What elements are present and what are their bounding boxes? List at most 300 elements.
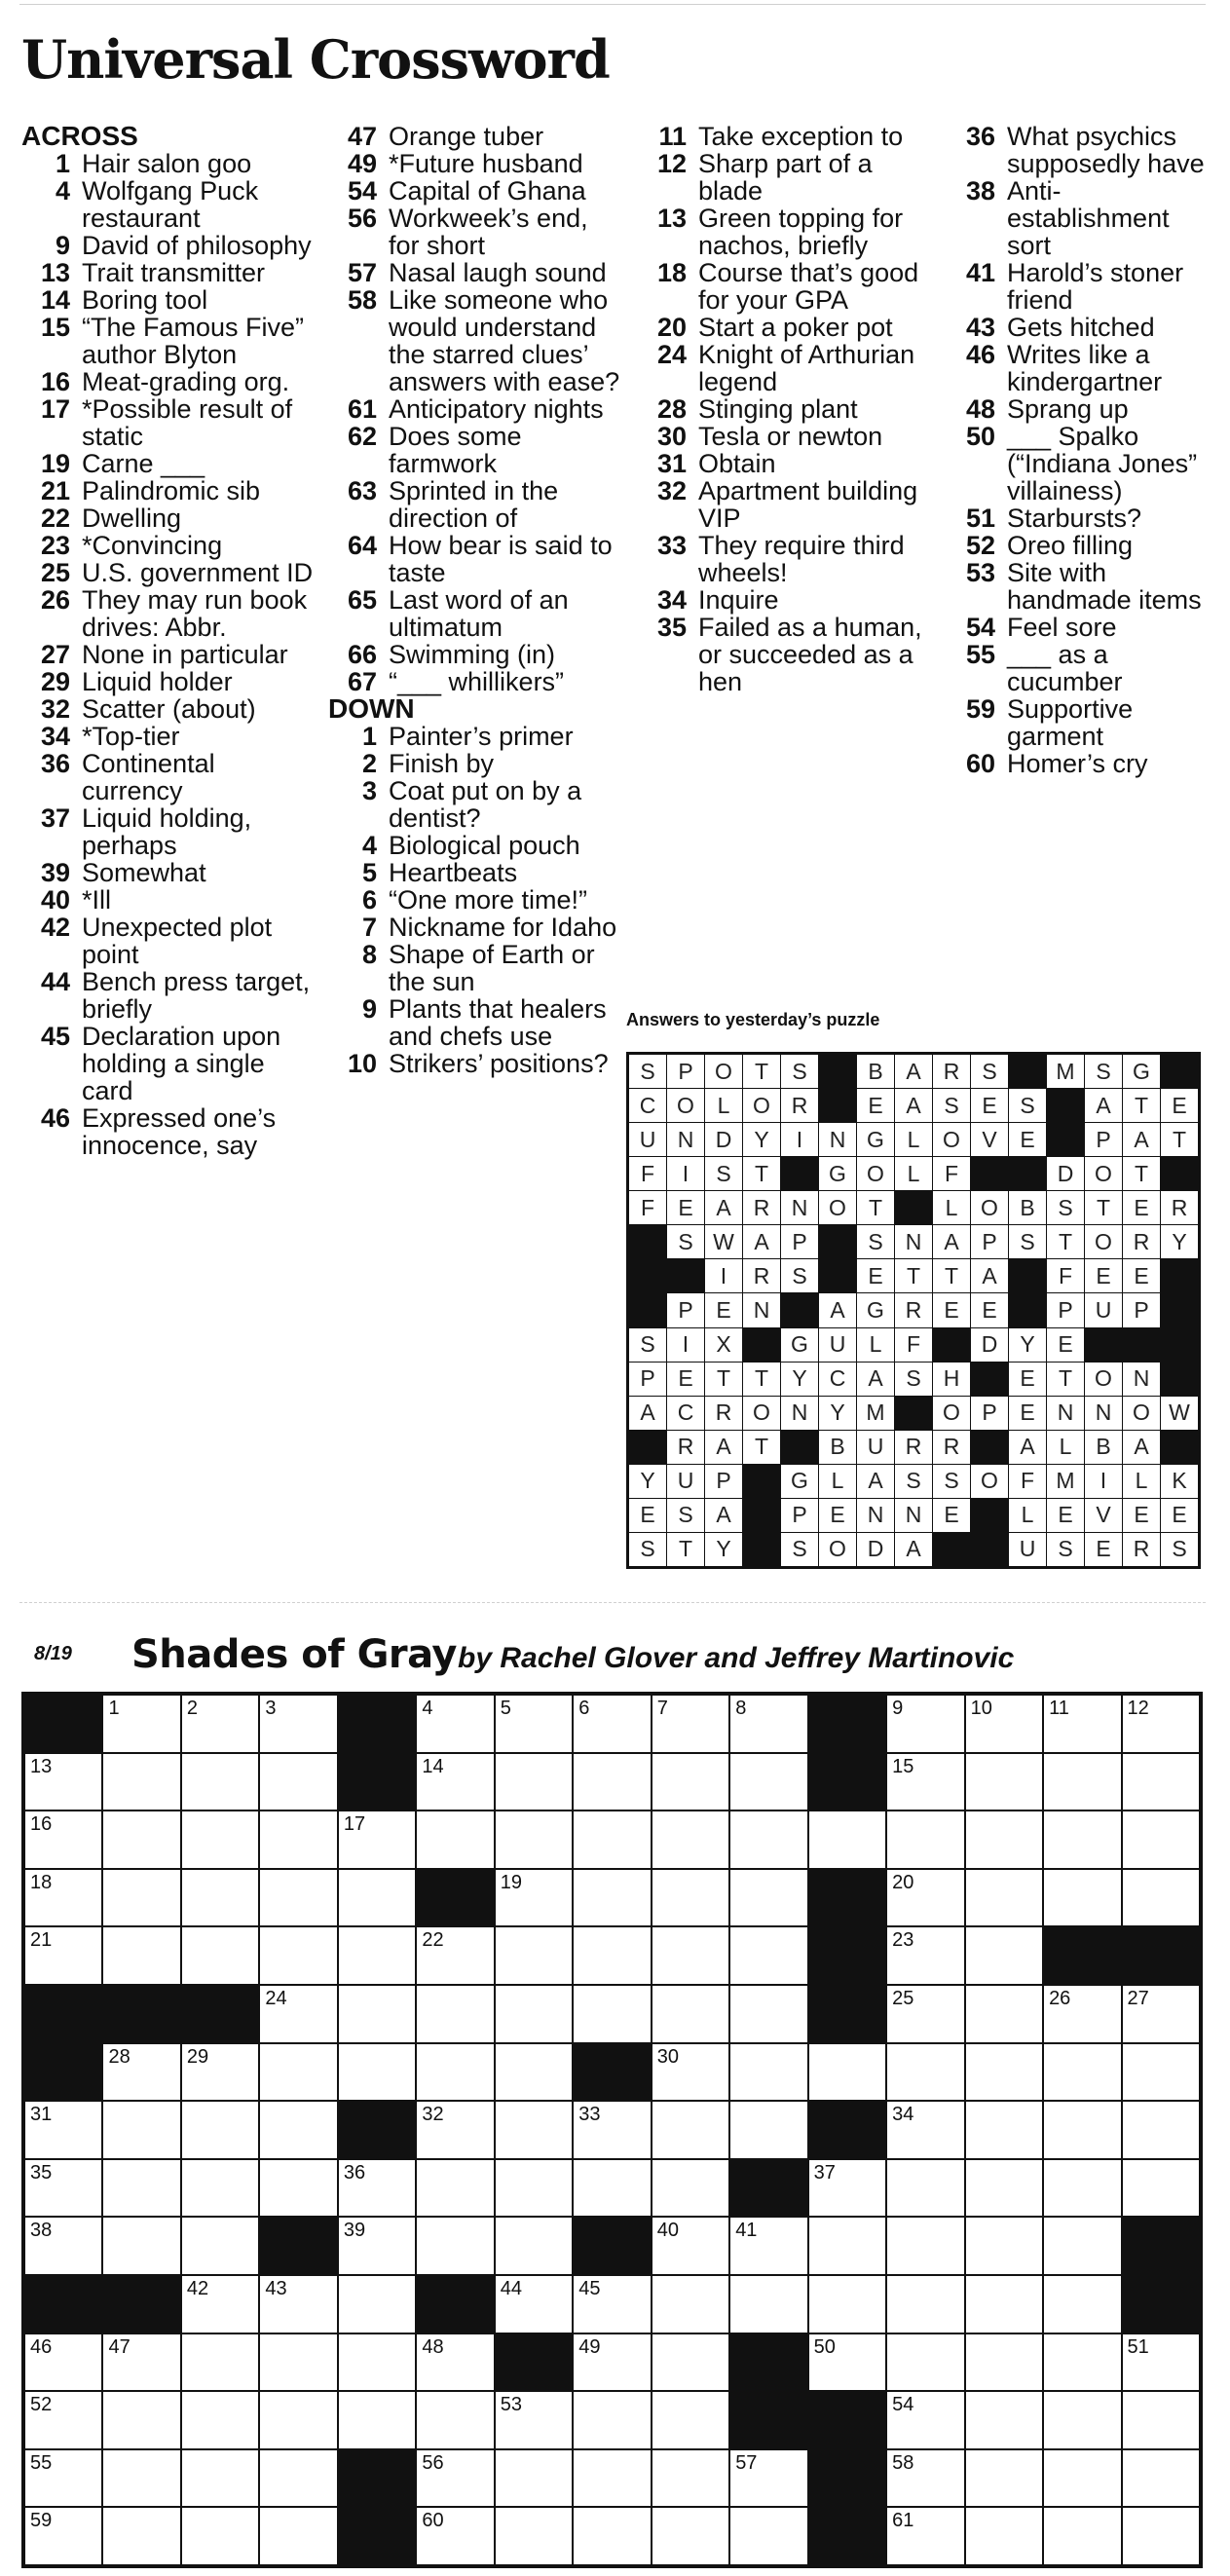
grid-cell[interactable] (1044, 2044, 1120, 2101)
grid-cell[interactable] (25, 2160, 101, 2217)
grid-cell[interactable] (887, 2392, 963, 2448)
grid-cell[interactable] (652, 2102, 728, 2158)
answer-letter-cell: N (743, 1293, 780, 1326)
clue-text: Carne ___ (82, 449, 205, 478)
clue-text: Oreo filling (1007, 531, 1134, 560)
clue-item (947, 750, 1205, 777)
clue-number: 29 (40, 667, 70, 696)
grid-cell[interactable] (966, 1986, 1042, 2042)
grid-cell[interactable] (966, 2450, 1042, 2507)
grid-cell[interactable] (652, 1927, 728, 1984)
grid-cell[interactable] (1123, 2450, 1199, 2507)
grid-cell[interactable] (1044, 1754, 1120, 1811)
grid-cell[interactable] (887, 2102, 963, 2158)
grid-cell[interactable] (1044, 2508, 1120, 2564)
down-clues-column-1 (638, 123, 930, 695)
grid-cell[interactable] (260, 1811, 336, 1868)
grid-cell[interactable] (25, 1754, 101, 1811)
grid-cell[interactable] (966, 2102, 1042, 2158)
black-square (730, 2334, 806, 2391)
cell-number: 37 (813, 2161, 836, 2184)
grid-cell[interactable] (730, 2218, 806, 2274)
answer-letter-cell: I (705, 1259, 742, 1292)
grid-cell[interactable] (103, 2450, 179, 2507)
grid-cell[interactable] (730, 2102, 806, 2158)
grid-cell[interactable] (887, 1986, 963, 2042)
answer-letter-cell: P (1047, 1293, 1084, 1326)
answer-letter-cell: T (743, 1157, 780, 1190)
grid-cell[interactable] (966, 2508, 1042, 2564)
grid-cell[interactable] (103, 1811, 179, 1868)
answer-black-square (1161, 1431, 1198, 1464)
answer-letter-cell: Y (1161, 1225, 1198, 1258)
grid-cell[interactable] (1044, 1986, 1120, 2042)
grid-cell[interactable] (966, 1811, 1042, 1868)
grid-cell[interactable] (339, 2044, 415, 2101)
grid-cell[interactable] (417, 2160, 493, 2217)
clue-number: 14 (40, 285, 70, 315)
clue-number: 63 (347, 476, 377, 505)
clue-item (328, 395, 620, 423)
clue-text: Orange tuber (389, 122, 544, 151)
clue-text: Sprinted in the direction of (389, 476, 559, 533)
puzzle-grid (21, 1692, 1203, 2568)
grid-cell[interactable] (182, 2102, 258, 2158)
grid-cell[interactable] (809, 2160, 885, 2217)
grid-cell[interactable] (1044, 1870, 1120, 1926)
grid-cell[interactable] (260, 2508, 336, 2564)
grid-cell[interactable] (417, 1811, 493, 1868)
grid-cell[interactable] (260, 1696, 336, 1752)
grid-cell[interactable] (1044, 2218, 1120, 2274)
clue-text: *Top-tier (82, 722, 180, 751)
clue-number: 20 (656, 313, 687, 342)
grid-cell[interactable] (966, 1870, 1042, 1926)
answer-letter-cell: O (971, 1465, 1008, 1498)
grid-cell[interactable] (103, 2392, 179, 2448)
grid-cell[interactable] (260, 2450, 336, 2507)
clue-number: 35 (656, 613, 687, 642)
answer-letter-cell: T (1047, 1225, 1084, 1258)
answer-black-square (743, 1533, 780, 1566)
clue-text: Green topping for nachos, briefly (698, 204, 904, 260)
cell-number: 54 (892, 2394, 914, 2416)
grid-cell[interactable] (966, 2044, 1042, 2101)
grid-cell[interactable] (966, 2334, 1042, 2391)
grid-cell[interactable] (25, 2392, 101, 2448)
grid-cell[interactable] (182, 2508, 258, 2564)
grid-cell[interactable] (574, 2450, 650, 2507)
grid-cell[interactable] (652, 2392, 728, 2448)
grid-cell[interactable] (887, 2218, 963, 2274)
clue-text: How bear is said to taste (389, 531, 613, 587)
grid-cell[interactable] (1044, 2102, 1120, 2158)
cell-number: 49 (578, 2335, 601, 2358)
grid-cell[interactable] (25, 2218, 101, 2274)
grid-cell[interactable] (652, 1986, 728, 2042)
grid-cell[interactable] (966, 1696, 1042, 1752)
clue-text: Continental currency (82, 749, 215, 805)
grid-cell[interactable] (887, 1870, 963, 1926)
clue-number: 9 (55, 231, 70, 260)
grid-cell[interactable] (574, 1754, 650, 1811)
clue-number: 54 (965, 613, 995, 642)
grid-cell[interactable] (1123, 2334, 1199, 2391)
grid-cell[interactable] (574, 1927, 650, 1984)
grid-cell[interactable] (417, 2392, 493, 2448)
grid-cell[interactable] (887, 2508, 963, 2564)
black-square (103, 2276, 179, 2333)
grid-cell[interactable] (887, 1927, 963, 1984)
grid-cell[interactable] (652, 2160, 728, 2217)
grid-cell[interactable] (103, 1927, 179, 1984)
answer-letter-cell: L (819, 1465, 856, 1498)
answer-letter-cell: E (1047, 1328, 1084, 1362)
grid-cell[interactable] (182, 2218, 258, 2274)
answer-letter-cell: L (857, 1328, 894, 1362)
grid-cell[interactable] (496, 2450, 572, 2507)
grid-cell[interactable] (730, 2508, 806, 2564)
cell-number: 47 (108, 2335, 130, 2358)
cell-number: 56 (422, 2451, 444, 2474)
grid-cell[interactable] (1123, 2508, 1199, 2564)
cell-number: 29 (186, 2045, 209, 2068)
grid-cell[interactable] (574, 2102, 650, 2158)
clue-number: 1 (361, 722, 377, 751)
grid-cell[interactable] (103, 2508, 179, 2564)
clue-item (328, 1050, 620, 1077)
grid-cell[interactable] (574, 2508, 650, 2564)
grid-cell[interactable] (182, 1870, 258, 1926)
grid-cell[interactable] (887, 2044, 963, 2101)
grid-cell[interactable] (652, 1696, 728, 1752)
grid-cell[interactable] (1044, 2160, 1120, 2217)
grid-cell[interactable] (1123, 2392, 1199, 2448)
clue-item (328, 177, 620, 205)
top-rule (19, 4, 1206, 5)
grid-cell[interactable] (1044, 2392, 1120, 2448)
grid-cell[interactable] (1044, 2334, 1120, 2391)
grid-cell[interactable] (182, 1754, 258, 1811)
cell-number: 21 (30, 1929, 53, 1952)
grid-cell[interactable] (417, 1754, 493, 1811)
black-square (339, 2450, 415, 2507)
grid-cell[interactable] (966, 2276, 1042, 2333)
grid-cell[interactable] (260, 2102, 336, 2158)
grid-cell[interactable] (103, 1754, 179, 1811)
grid-cell[interactable] (652, 2044, 728, 2101)
grid-cell[interactable] (496, 1986, 572, 2042)
grid-cell[interactable] (1044, 2450, 1120, 2507)
answer-letter-cell: F (629, 1157, 666, 1190)
answer-letter-cell: S (629, 1055, 666, 1088)
grid-cell[interactable] (496, 2102, 572, 2158)
grid-cell[interactable] (25, 1811, 101, 1868)
grid-cell[interactable] (1123, 1696, 1199, 1752)
grid-cell[interactable] (182, 2450, 258, 2507)
grid-cell[interactable] (182, 1811, 258, 1868)
grid-cell[interactable] (496, 1811, 572, 1868)
grid-cell[interactable] (887, 1696, 963, 1752)
cell-number: 9 (892, 1698, 904, 1719)
clue-text: Heartbeats (389, 858, 518, 887)
clue-number: 22 (40, 504, 70, 533)
answer-letter-cell: E (667, 1363, 704, 1396)
grid-cell[interactable] (339, 1870, 415, 1926)
grid-cell[interactable] (260, 1754, 336, 1811)
grid-cell[interactable] (730, 2450, 806, 2507)
grid-cell[interactable] (339, 2334, 415, 2391)
answer-letter-cell: D (705, 1123, 742, 1156)
grid-cell[interactable] (103, 2334, 179, 2391)
cell-number: 26 (1049, 1987, 1071, 2009)
grid-cell[interactable] (574, 1870, 650, 1926)
grid-cell[interactable] (574, 1811, 650, 1868)
grid-cell[interactable] (339, 2276, 415, 2333)
grid-cell[interactable] (652, 2276, 728, 2333)
grid-cell[interactable] (730, 1986, 806, 2042)
grid-cell[interactable] (1123, 2044, 1199, 2101)
grid-cell[interactable] (809, 2276, 885, 2333)
grid-cell[interactable] (417, 2450, 493, 2507)
grid-cell[interactable] (966, 2392, 1042, 2448)
clue-text: None in particular (82, 640, 288, 669)
clue-number: 34 (40, 722, 70, 751)
clue-text: Painter’s primer (389, 722, 574, 751)
grid-cell[interactable] (652, 2218, 728, 2274)
grid-cell[interactable] (496, 2044, 572, 2101)
black-square (1123, 1927, 1199, 1984)
grid-cell[interactable] (182, 2160, 258, 2217)
grid-cell[interactable] (652, 1754, 728, 1811)
cell-number: 6 (578, 1698, 590, 1719)
grid-cell[interactable] (574, 2392, 650, 2448)
clue-item (21, 695, 314, 723)
grid-cell[interactable] (103, 1870, 179, 1926)
grid-cell[interactable] (182, 2044, 258, 2101)
answer-letter-cell: U (857, 1431, 894, 1464)
answer-black-square (1009, 1259, 1046, 1292)
grid-cell[interactable] (260, 2334, 336, 2391)
answer-black-square (819, 1225, 856, 1258)
black-square (339, 2508, 415, 2564)
grid-cell[interactable] (887, 1754, 963, 1811)
black-square (417, 1870, 493, 1926)
grid-cell[interactable] (1123, 1754, 1199, 1811)
grid-cell[interactable] (496, 2276, 572, 2333)
grid-cell[interactable] (25, 2508, 101, 2564)
answer-black-square (971, 1363, 1008, 1396)
answer-letter-cell: U (629, 1123, 666, 1156)
clue-number: 39 (40, 858, 70, 887)
cell-number: 46 (30, 2335, 53, 2358)
answer-letter-cell: F (895, 1328, 932, 1362)
grid-cell[interactable] (652, 1870, 728, 1926)
clue-number: 54 (347, 176, 377, 205)
grid-cell[interactable] (496, 1754, 572, 1811)
clue-item (947, 641, 1205, 695)
grid-cell[interactable] (103, 2218, 179, 2274)
grid-cell[interactable] (417, 1927, 493, 1984)
grid-cell[interactable] (887, 2160, 963, 2217)
grid-cell[interactable] (966, 2218, 1042, 2274)
grid-cell[interactable] (182, 2334, 258, 2391)
grid-cell[interactable] (809, 2334, 885, 2391)
answer-letter-cell: R (933, 1431, 970, 1464)
answer-letter-cell: O (819, 1191, 856, 1224)
answer-letter-cell: S (895, 1363, 932, 1396)
clue-text: Nasal laugh sound (389, 258, 607, 287)
grid-cell[interactable] (809, 1811, 885, 1868)
grid-cell[interactable] (103, 2102, 179, 2158)
cell-number: 44 (500, 2277, 523, 2299)
puzzle-title: Shades of Gray (131, 1632, 457, 1677)
grid-cell[interactable] (574, 2160, 650, 2217)
grid-cell[interactable] (1123, 2102, 1199, 2158)
grid-cell[interactable] (339, 2218, 415, 2274)
grid-cell[interactable] (417, 2218, 493, 2274)
grid-cell[interactable] (730, 1811, 806, 1868)
answer-black-square (1085, 1328, 1122, 1362)
black-square (809, 2392, 885, 2448)
clue-text: What psychics supposedly have (1007, 122, 1205, 178)
grid-cell[interactable] (809, 2044, 885, 2101)
grid-cell[interactable] (417, 2102, 493, 2158)
grid-cell[interactable] (260, 2276, 336, 2333)
grid-cell[interactable] (1123, 1870, 1199, 1926)
grid-cell[interactable] (260, 2044, 336, 2101)
answer-letter-cell: T (857, 1191, 894, 1224)
answer-letter-cell: S (1161, 1533, 1198, 1566)
grid-cell[interactable] (417, 1986, 493, 2042)
answer-letter-cell: M (1047, 1465, 1084, 1498)
answer-letter-cell: I (781, 1123, 818, 1156)
grid-cell[interactable] (182, 1696, 258, 1752)
grid-cell[interactable] (25, 2334, 101, 2391)
grid-cell[interactable] (339, 1811, 415, 1868)
grid-cell[interactable] (103, 1696, 179, 1752)
grid-cell[interactable] (417, 2334, 493, 2391)
grid-cell[interactable] (887, 2276, 963, 2333)
grid-cell[interactable] (730, 1696, 806, 1752)
grid-cell[interactable] (496, 2508, 572, 2564)
clue-text: David of philosophy (82, 231, 312, 260)
black-square (260, 2218, 336, 2274)
grid-cell[interactable] (730, 2276, 806, 2333)
grid-cell[interactable] (1044, 1811, 1120, 1868)
grid-cell[interactable] (496, 1870, 572, 1926)
grid-cell[interactable] (887, 1811, 963, 1868)
grid-cell[interactable] (103, 2160, 179, 2217)
answer-letter-cell: E (857, 1259, 894, 1292)
grid-cell[interactable] (652, 2334, 728, 2391)
cell-number: 2 (186, 1698, 199, 1719)
answer-letter-cell: E (667, 1191, 704, 1224)
grid-cell[interactable] (260, 1927, 336, 1984)
grid-cell[interactable] (1044, 1696, 1120, 1752)
grid-cell[interactable] (417, 2044, 493, 2101)
grid-cell[interactable] (339, 2160, 415, 2217)
grid-cell[interactable] (339, 1986, 415, 2042)
grid-cell[interactable] (260, 1870, 336, 1926)
grid-cell[interactable] (966, 1927, 1042, 1984)
answer-black-square (895, 1191, 932, 1224)
grid-cell[interactable] (339, 2392, 415, 2448)
grid-cell[interactable] (260, 1986, 336, 2042)
grid-cell[interactable] (496, 2160, 572, 2217)
cell-number: 43 (265, 2277, 287, 2299)
grid-cell[interactable] (574, 1696, 650, 1752)
grid-cell[interactable] (730, 1927, 806, 1984)
grid-cell[interactable] (25, 2450, 101, 2507)
grid-cell[interactable] (182, 2392, 258, 2448)
grid-cell[interactable] (25, 1927, 101, 1984)
answer-letter-cell: A (743, 1225, 780, 1258)
grid-cell[interactable] (730, 1754, 806, 1811)
grid-cell[interactable] (260, 2392, 336, 2448)
grid-cell[interactable] (966, 2160, 1042, 2217)
grid-cell[interactable] (182, 1927, 258, 1984)
clue-text: “One more time!” (389, 885, 588, 915)
grid-cell[interactable] (730, 1870, 806, 1926)
grid-cell[interactable] (887, 2334, 963, 2391)
grid-cell[interactable] (809, 2218, 885, 2274)
grid-cell[interactable] (730, 2044, 806, 2101)
grid-cell[interactable] (25, 1870, 101, 1926)
answer-letter-cell: B (819, 1431, 856, 1464)
grid-cell[interactable] (574, 2334, 650, 2391)
answer-letter-cell: S (705, 1157, 742, 1190)
clue-number: 64 (347, 531, 377, 560)
grid-cell[interactable] (103, 2044, 179, 2101)
grid-cell[interactable] (417, 1696, 493, 1752)
clue-number: 19 (40, 449, 70, 478)
grid-cell[interactable] (25, 2102, 101, 2158)
grid-cell[interactable] (1123, 1811, 1199, 1868)
cell-number: 53 (500, 2394, 523, 2416)
grid-cell[interactable] (496, 2392, 572, 2448)
clue-item (21, 668, 314, 695)
grid-cell[interactable] (574, 2276, 650, 2333)
grid-cell[interactable] (574, 1986, 650, 2042)
grid-cell[interactable] (339, 1927, 415, 1984)
grid-cell[interactable] (966, 1754, 1042, 1811)
clue-number: 31 (656, 449, 687, 478)
grid-cell[interactable] (1123, 2160, 1199, 2217)
grid-cell[interactable] (496, 1927, 572, 1984)
answer-letter-cell: F (629, 1191, 666, 1224)
grid-cell[interactable] (496, 1696, 572, 1752)
grid-cell[interactable] (1123, 1986, 1199, 2042)
answer-letter-cell: E (1123, 1191, 1160, 1224)
grid-cell[interactable] (887, 2450, 963, 2507)
clue-number: 4 (361, 831, 377, 860)
answer-letter-cell: P (629, 1363, 666, 1396)
grid-cell[interactable] (652, 2508, 728, 2564)
answer-letter-cell: S (781, 1533, 818, 1566)
answer-letter-cell: A (819, 1293, 856, 1326)
grid-cell[interactable] (182, 2276, 258, 2333)
grid-cell[interactable] (496, 2218, 572, 2274)
grid-cell[interactable] (260, 2160, 336, 2217)
clue-item (638, 477, 930, 532)
grid-cell[interactable] (1044, 2276, 1120, 2333)
grid-cell[interactable] (652, 2450, 728, 2507)
answer-letter-cell: V (971, 1123, 1008, 1156)
section-divider (19, 1602, 1206, 1603)
grid-cell[interactable] (652, 1811, 728, 1868)
grid-cell[interactable] (417, 2508, 493, 2564)
